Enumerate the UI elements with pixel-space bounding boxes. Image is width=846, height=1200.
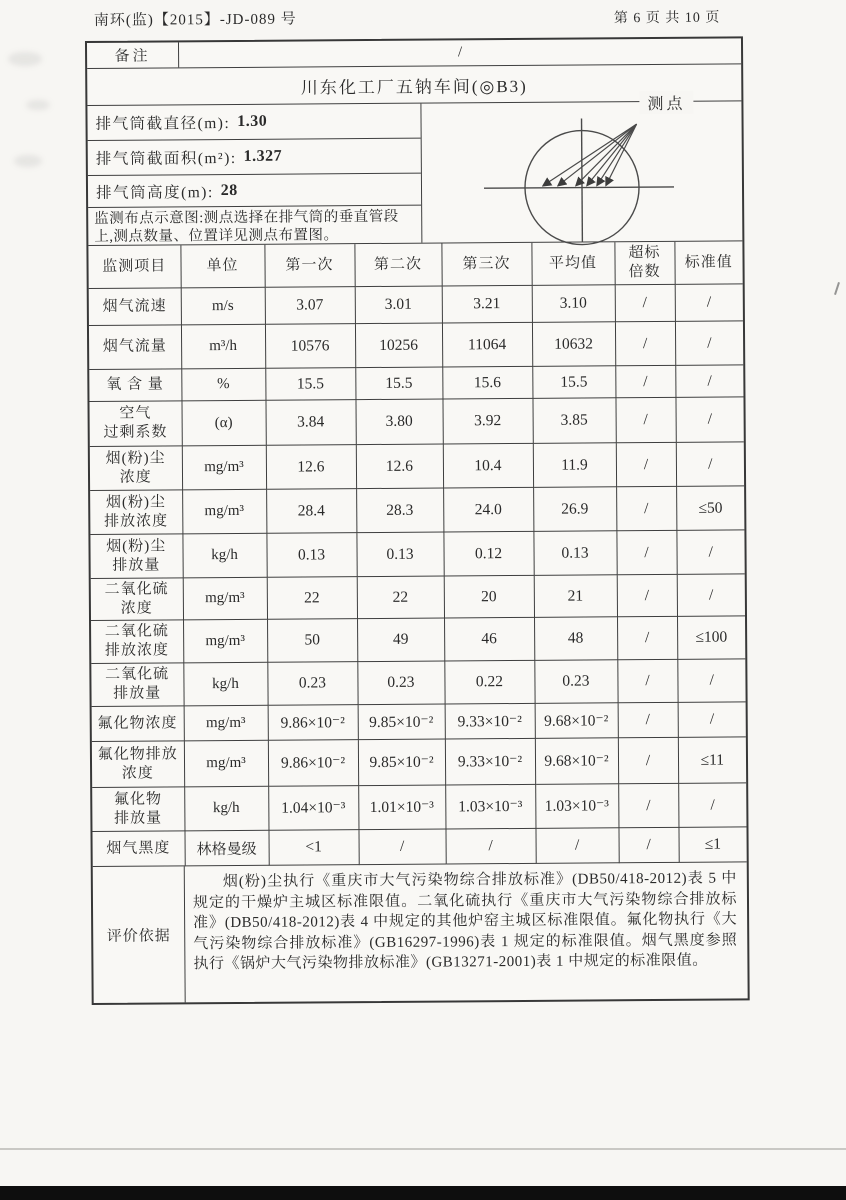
table-row	[89, 397, 743, 447]
value-cell: 12.6	[356, 444, 443, 489]
item-cell: 烟(粉)尘 排放量	[90, 534, 182, 579]
value-cell: 9.33×10⁻²	[445, 738, 535, 785]
table-row	[90, 530, 744, 579]
layout-note: 监测布点示意图:测点选择在排气筒的垂直管段上,测点数量、位置详见测点布置图。	[94, 208, 399, 245]
table-row	[91, 616, 745, 664]
stack-diameter-label: 排气筒截直径(m):	[95, 114, 231, 133]
value-cell: 0.13	[533, 531, 616, 576]
value-cell: 1.03×10⁻³	[445, 784, 535, 829]
table-row	[92, 737, 746, 788]
table-row	[90, 486, 744, 535]
stack-height-value: 28	[220, 181, 238, 199]
stack-info-list	[87, 104, 422, 245]
value-cell: 3.10	[532, 285, 615, 323]
unit-cell: m³/h	[181, 324, 265, 369]
header-third: 第三次	[441, 243, 531, 286]
header-average: 平均值	[531, 242, 614, 285]
table-row	[89, 365, 743, 402]
item-cell: 氟化物排放 浓度	[92, 741, 184, 788]
table-row	[92, 702, 746, 742]
value-cell: 11064	[442, 322, 532, 367]
value-cell: 9.85×10⁻²	[358, 704, 445, 740]
exceed-cell: /	[617, 616, 677, 659]
value-cell: 3.01	[355, 286, 442, 324]
value-cell: 26.9	[533, 487, 616, 532]
value-cell: 10256	[355, 323, 442, 368]
exceed-cell: /	[618, 827, 678, 862]
value-cell: 15.5	[532, 366, 615, 399]
scan-smudge	[14, 155, 42, 167]
value-cell: 10632	[532, 322, 615, 367]
unit-cell: mg/m³	[182, 445, 266, 490]
value-cell: 10.4	[443, 443, 533, 488]
value-cell: 49	[357, 618, 444, 662]
header-second: 第二次	[354, 244, 441, 287]
exceed-cell: /	[615, 397, 675, 442]
standard-cell: /	[675, 321, 743, 365]
unit-cell: 林格曼级	[184, 830, 268, 866]
value-cell: 0.22	[444, 660, 534, 704]
standard-cell: /	[677, 659, 745, 702]
standard-cell: /	[678, 783, 746, 827]
item-cell: 烟(粉)尘 浓度	[90, 446, 182, 491]
scanner-artifact-line	[0, 1148, 846, 1150]
standard-cell: ≤1	[678, 827, 746, 862]
unit-cell: kg/h	[182, 533, 266, 578]
stack-height-row	[88, 174, 421, 208]
value-cell: 0.23	[534, 660, 617, 704]
value-cell: 9.68×10⁻²	[535, 703, 618, 739]
item-cell: 二氧化硫 排放量	[91, 663, 183, 707]
doc-number: 南环(监)【2015】-JD-089 号	[93, 11, 297, 29]
item-cell: 二氧化硫 排放浓度	[91, 620, 183, 664]
exceed-cell: /	[616, 486, 676, 530]
item-cell: 烟(粉)尘 排放浓度	[90, 490, 182, 535]
exceed-cell: /	[618, 737, 678, 783]
item-cell: 氟化物浓度	[92, 706, 184, 742]
item-cell: 空气 过剩系数	[89, 401, 181, 447]
standard-cell: /	[676, 442, 744, 486]
value-cell: 22	[357, 576, 444, 619]
stack-cross-section-diagram	[421, 101, 740, 246]
unit-cell: mg/m³	[184, 740, 268, 787]
value-cell: 20	[444, 575, 534, 618]
evaluation-section	[93, 862, 748, 1003]
exceed-cell: /	[617, 659, 677, 702]
table-row	[91, 659, 745, 707]
value-cell: 10576	[265, 324, 355, 369]
scan-mark	[834, 282, 840, 295]
header-standard: 标准值	[674, 241, 742, 284]
header-first: 第一次	[264, 244, 354, 287]
unit-cell: mg/m³	[183, 619, 267, 663]
stack-diameter-value: 1.30	[237, 112, 268, 130]
value-cell: 11.9	[533, 443, 616, 488]
scanner-edge-bar	[0, 1186, 846, 1200]
value-cell: 46	[444, 617, 534, 661]
sampling-diagram	[421, 95, 742, 242]
evaluation-label: 评价依据	[93, 866, 186, 1003]
table-row	[91, 574, 745, 621]
exceed-cell: /	[618, 783, 678, 827]
stack-area-row	[88, 139, 421, 176]
value-cell: 0.23	[267, 662, 357, 706]
unit-cell: %	[181, 368, 265, 401]
value-cell: 9.86×10⁻²	[268, 740, 358, 787]
standard-cell: /	[676, 530, 744, 574]
value-cell: 1.01×10⁻³	[358, 785, 445, 830]
value-cell: 9.68×10⁻²	[535, 738, 618, 785]
standard-cell: /	[675, 365, 743, 397]
unit-cell: m/s	[181, 287, 265, 325]
header-item: 监测项目	[88, 245, 180, 288]
value-cell: 0.13	[356, 532, 443, 577]
exceed-cell: /	[615, 284, 675, 321]
unit-cell: mg/m³	[183, 577, 267, 620]
value-cell: 0.23	[357, 661, 444, 705]
exceed-cell: /	[616, 530, 676, 574]
value-cell: 48	[534, 617, 617, 661]
stack-diameter-row	[87, 104, 420, 141]
standard-cell: /	[675, 284, 743, 321]
value-cell: 50	[267, 619, 357, 663]
value-cell: <1	[268, 830, 358, 866]
table-header-row	[88, 241, 742, 288]
value-cell: 3.21	[442, 285, 532, 323]
value-cell: /	[535, 828, 618, 864]
standard-cell: /	[677, 574, 745, 616]
item-cell: 烟气流量	[89, 325, 181, 370]
exceed-cell: /	[618, 702, 678, 737]
value-cell: 15.5	[265, 368, 355, 401]
table-row	[89, 284, 743, 326]
remark-label: 备注	[87, 42, 179, 68]
value-cell: 9.33×10⁻²	[445, 703, 535, 739]
item-cell: 烟气黑度	[92, 831, 184, 867]
stack-info-section	[87, 95, 742, 246]
table-row	[92, 827, 746, 867]
standard-cell: /	[675, 397, 743, 442]
value-cell: 0.12	[443, 531, 533, 576]
unit-cell: kg/h	[184, 786, 268, 831]
item-cell: 烟气流速	[89, 288, 181, 326]
value-cell: 12.6	[266, 445, 356, 490]
table-row	[92, 783, 746, 832]
value-cell: 15.6	[442, 366, 532, 399]
scan-smudge	[26, 100, 50, 110]
value-cell: 3.85	[532, 398, 615, 444]
table-row	[90, 442, 744, 491]
item-cell: 氟化物 排放量	[92, 787, 184, 832]
value-cell: 22	[267, 577, 357, 620]
remark-value: /	[457, 44, 463, 61]
header-exceed: 超标 倍数	[614, 242, 674, 285]
value-cell: 1.03×10⁻³	[535, 784, 618, 829]
value-cell: 3.84	[265, 400, 355, 446]
unit-cell: kg/h	[183, 662, 267, 706]
standard-cell: ≤100	[677, 616, 745, 659]
table-row	[89, 321, 743, 370]
unit-cell: mg/m³	[184, 705, 268, 741]
stack-area-value: 1.327	[243, 147, 283, 165]
standard-cell: ≤50	[676, 486, 744, 530]
evaluation-text: 烟(粉)尘执行《重庆市大气污染物综合排放标准》(DB50/418-2012)表 5 中规定的干燥炉主城区标准限值。二氧化硫执行《重庆市大气污染物综合排放标准》(DB50/418-2012)表 4 中规定的其他炉窑主城区标准限值。氟化物执行《大气污染物综合排放标准》(GB16297-1996)表 1 规定的标准限值。烟气黑度参照执行《锅炉大气污染物排放标准》(GB13271-2001)表 1 中规定的标准限值。	[192, 870, 738, 973]
value-cell: 3.80	[355, 399, 442, 445]
stack-height-label: 排气筒高度(m):	[95, 183, 214, 202]
value-cell: 24.0	[443, 487, 533, 532]
value-cell: 1.04×10⁻³	[268, 786, 358, 831]
item-cell: 氧 含 量	[89, 369, 181, 402]
value-cell: 28.3	[356, 488, 443, 533]
value-cell: 3.92	[442, 398, 532, 444]
standard-cell: /	[678, 702, 746, 737]
exceed-cell: /	[617, 574, 677, 616]
workshop-title: 川东化工厂五钠车间(◎B3)	[87, 64, 741, 106]
page-indicator: 第 6 页 共 10 页	[613, 10, 721, 27]
value-cell: 3.07	[265, 287, 355, 325]
value-cell: 9.86×10⁻²	[268, 705, 358, 741]
value-cell: 21	[534, 575, 617, 618]
exceed-cell: /	[615, 365, 675, 397]
value-cell: 28.4	[266, 489, 356, 534]
value-cell: 9.85×10⁻²	[358, 739, 445, 786]
report-table	[85, 36, 750, 1005]
exceed-cell: /	[615, 321, 675, 365]
exceed-cell: /	[616, 442, 676, 486]
unit-cell: mg/m³	[182, 489, 266, 534]
header-unit: 单位	[180, 245, 264, 288]
value-cell: /	[445, 828, 535, 864]
monitoring-table	[88, 241, 746, 867]
value-cell: 0.13	[266, 533, 356, 578]
value-cell: 15.5	[355, 367, 442, 400]
value-cell: /	[358, 829, 445, 865]
stack-area-label: 排气筒截面积(m²):	[95, 149, 237, 168]
item-cell: 二氧化硫 浓度	[91, 578, 183, 621]
unit-cell: (α)	[181, 400, 265, 446]
scan-smudge	[8, 52, 42, 66]
standard-cell: ≤11	[678, 737, 746, 783]
sampling-point-label: 测点	[639, 91, 693, 114]
